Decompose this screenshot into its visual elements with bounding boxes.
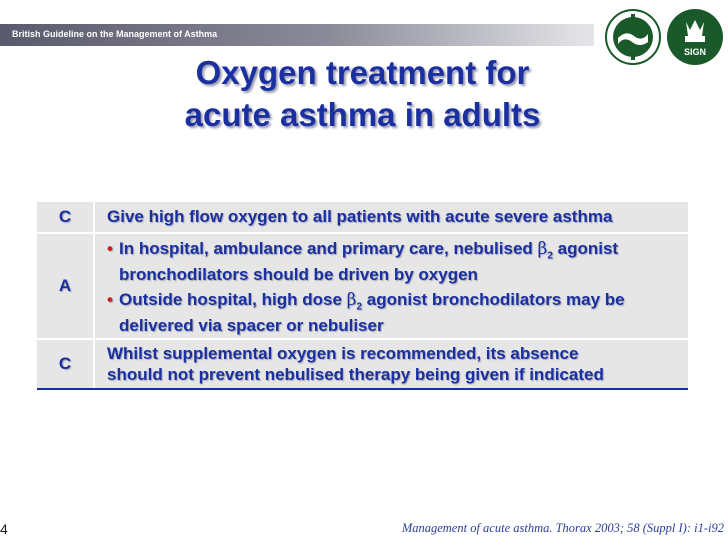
table-row [37, 234, 688, 338]
recommendation-text: Give high flow oxygen to all patients with acute severe asthma [107, 207, 613, 226]
header-bar [0, 24, 594, 46]
citation: Management of acute asthma. Thorax 2003; 58 (Suppl I): i1-i92 [401, 521, 724, 535]
grade-label: C [58, 354, 72, 373]
bullet-dot-icon: • [107, 239, 113, 258]
grade-label: C [58, 207, 72, 226]
recommendations-table [37, 202, 688, 388]
title-line-1: Oxygen treatment for [195, 54, 530, 91]
grade-cell [37, 340, 95, 388]
table-row [37, 202, 688, 232]
grade-label: A [58, 276, 72, 295]
page-title [130, 52, 595, 136]
recommendation-text: Whilst supplemental oxygen is recommended, its absence should not prevent nebulised therapy being given if indicated [107, 344, 604, 384]
sign-logo-text: SIGN [683, 47, 707, 57]
bullet-item: • In hospital, ambulance and primary care, nebulised $\beta_2$ agonist bronchodilators should be driven by oxygen [107, 236, 682, 287]
grade-cell [37, 234, 95, 338]
page-number: 4 [0, 521, 8, 537]
header-bar-text: British Guideline on the Management of Asthma [12, 29, 218, 39]
crest-icon [604, 8, 662, 66]
bullet-dot-icon: • [107, 290, 113, 309]
table-row [37, 340, 688, 388]
thistle-icon [666, 8, 724, 66]
recommendation-bullets [107, 236, 682, 338]
table-bottom-rule [37, 388, 688, 390]
bullet-item: • Outside hospital, high dose $\beta_2$ agonist bronchodilators may be delivered via spacer or nebuliser [107, 287, 682, 338]
grade-cell [37, 202, 95, 232]
title-line-2: acute asthma in adults [184, 96, 541, 133]
